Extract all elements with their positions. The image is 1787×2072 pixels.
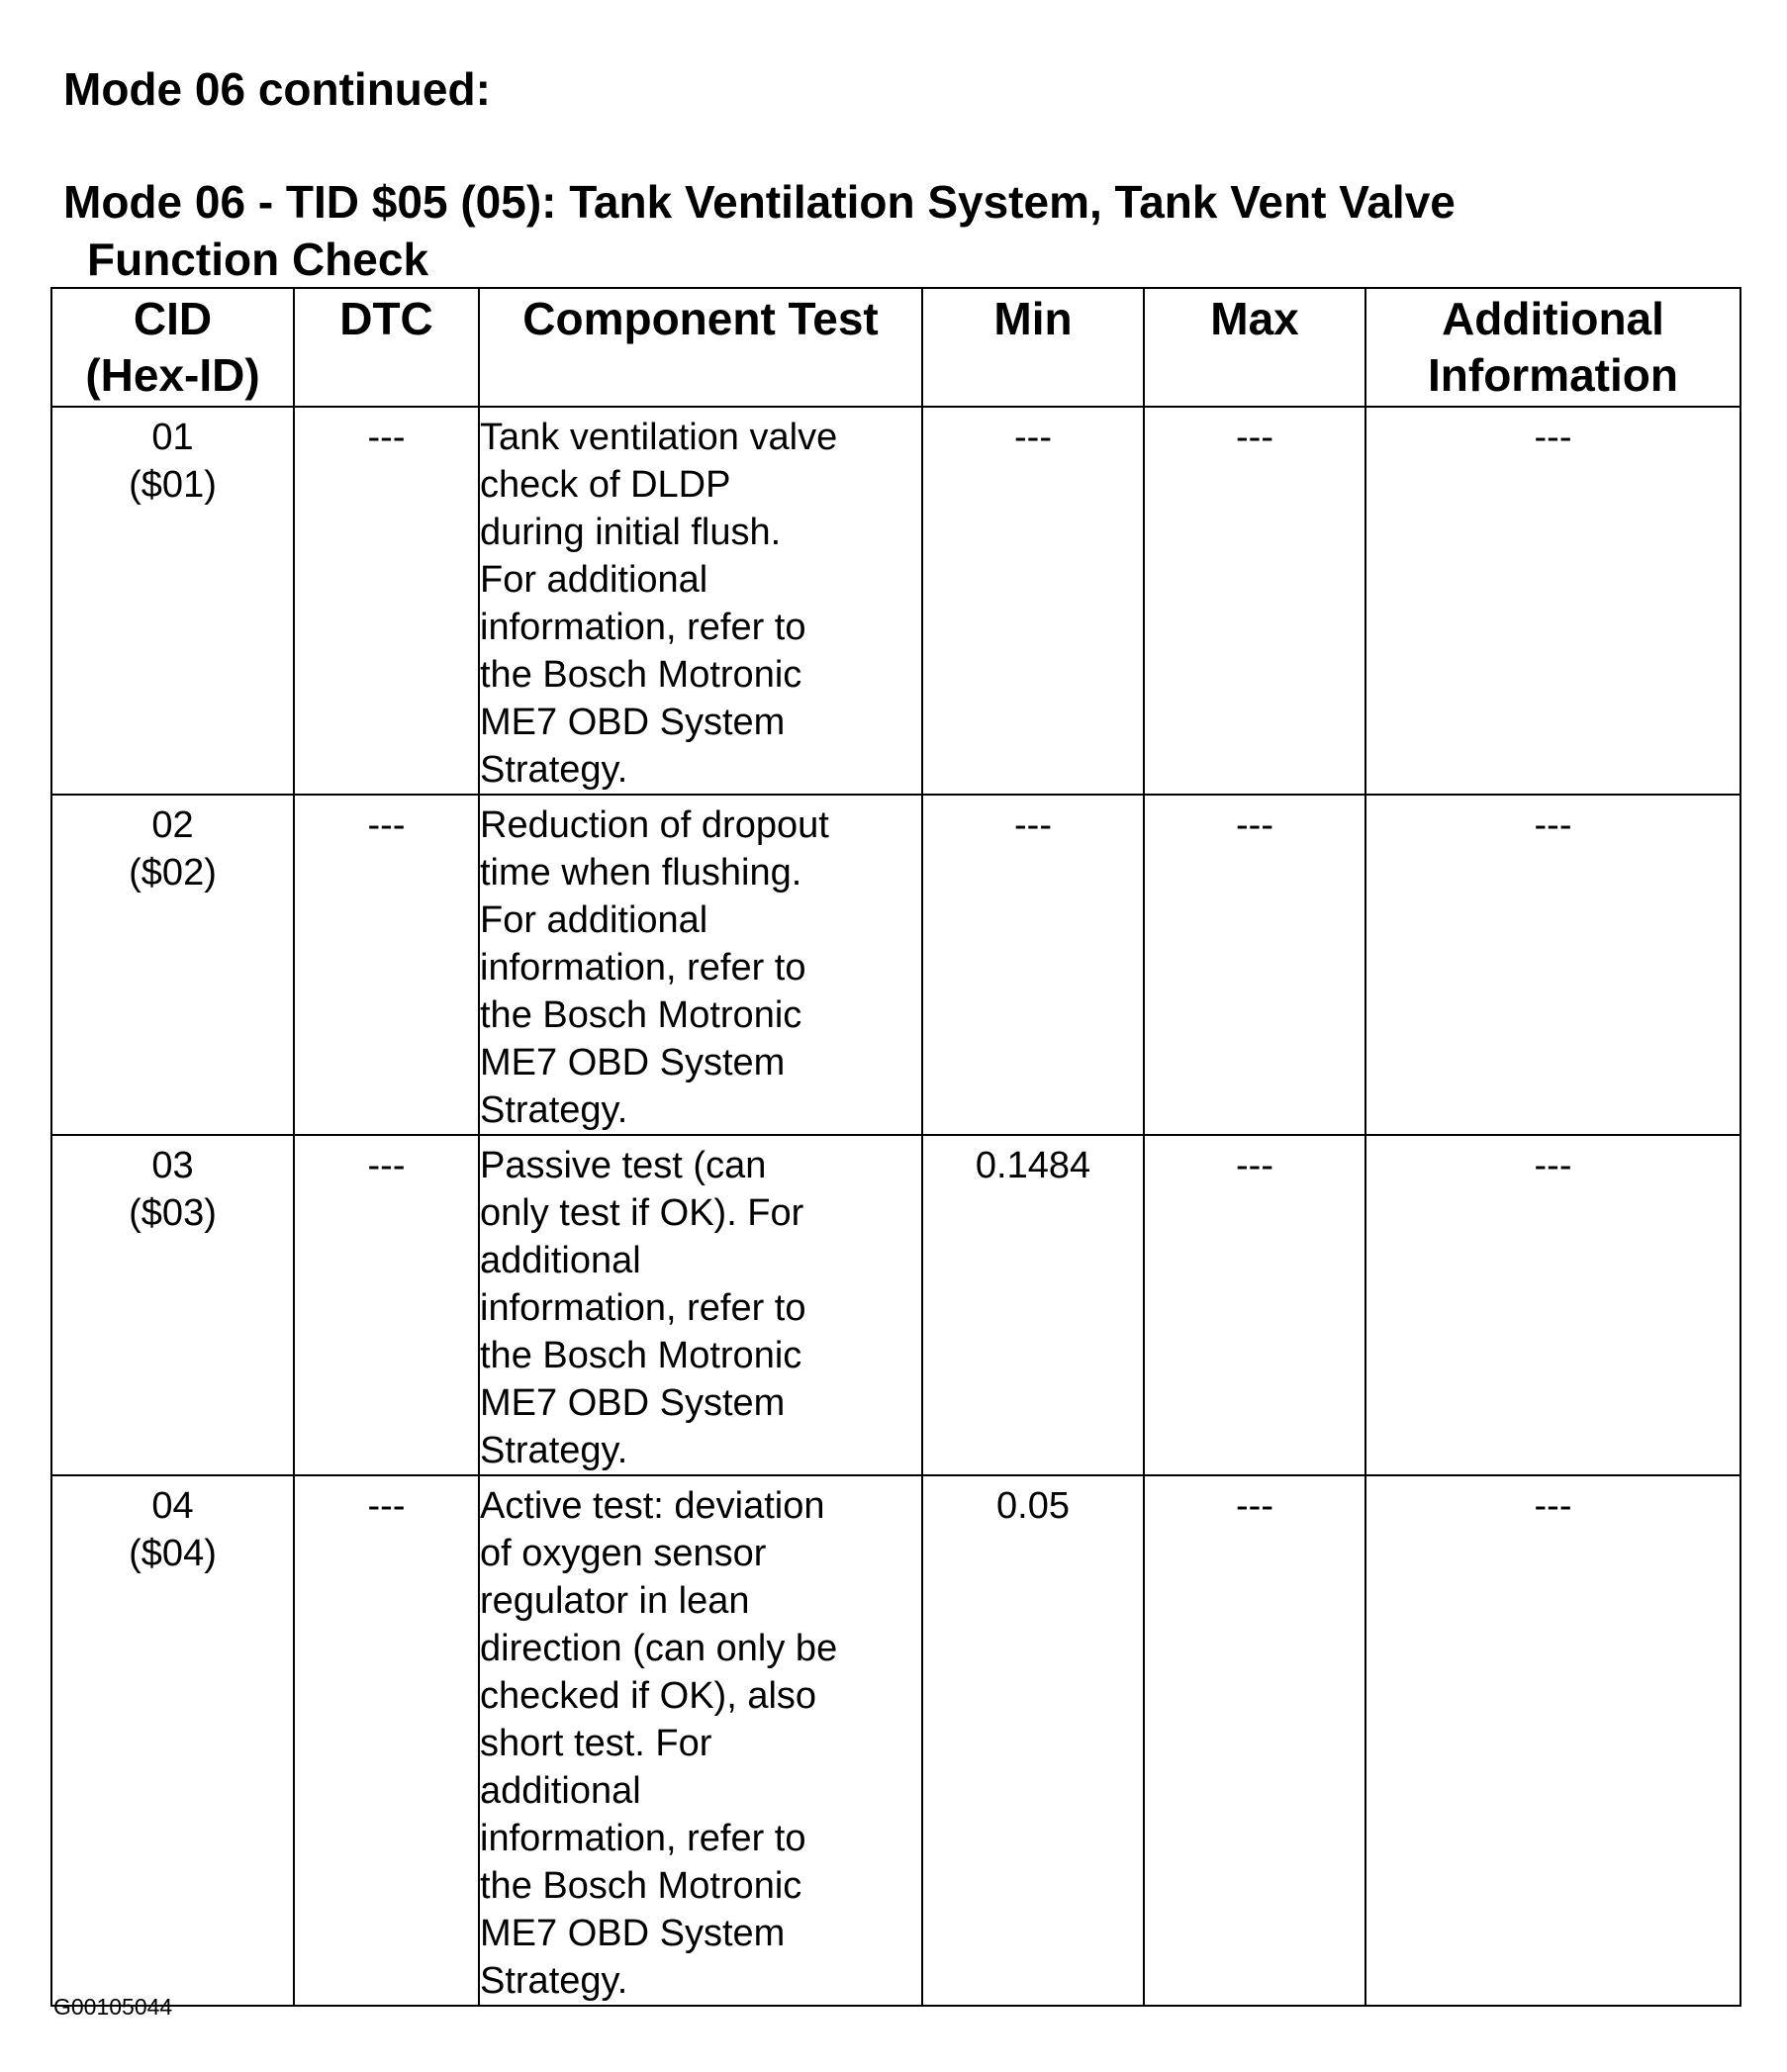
test-line: Strategy. xyxy=(480,1960,628,2002)
test-line: ME7 OBD System xyxy=(480,1382,786,1424)
test-line: Reduction of dropout xyxy=(480,804,829,846)
cell-dtc: --- xyxy=(294,1135,479,1475)
test-line: short test. For xyxy=(480,1723,712,1764)
cid-hex: ($03) xyxy=(129,1192,217,1234)
cell-additional-info: --- xyxy=(1365,1475,1740,2006)
col-header-max-label: Max xyxy=(1210,293,1299,344)
test-line: For additional xyxy=(480,899,708,941)
col-header-component-test xyxy=(479,288,922,407)
cell-cid xyxy=(51,1475,294,2006)
col-header-cid-line2: (Hex-ID) xyxy=(85,349,260,401)
test-line: only test if OK). For xyxy=(480,1192,804,1234)
table-row xyxy=(51,795,1740,1135)
test-line: Strategy. xyxy=(480,1430,628,1471)
cell-max: --- xyxy=(1144,1135,1365,1475)
cell-cid xyxy=(51,1135,294,1475)
cell-max: --- xyxy=(1144,407,1365,795)
table-title-line-2: Function Check xyxy=(87,234,429,285)
cell-component-test xyxy=(479,1135,922,1475)
cell-min: 0.1484 xyxy=(922,1135,1144,1475)
test-line: Tank ventilation valve xyxy=(480,417,838,458)
cid-value: 04 xyxy=(151,1485,194,1527)
cid-value: 03 xyxy=(151,1145,194,1186)
test-line: Active test: deviation xyxy=(480,1485,825,1527)
section-continued-heading: Mode 06 continued: xyxy=(63,63,491,115)
mode06-tid05-table xyxy=(50,287,1741,2007)
table-row xyxy=(51,1135,1740,1475)
test-line: direction (can only be xyxy=(480,1628,838,1669)
test-line: regulator in lean xyxy=(480,1580,750,1622)
cell-min: 0.05 xyxy=(922,1475,1144,2006)
test-line: information, refer to xyxy=(480,1287,806,1329)
cell-dtc: --- xyxy=(294,407,479,795)
cell-additional-info: --- xyxy=(1365,795,1740,1135)
test-line: the Bosch Motronic xyxy=(480,1865,802,1907)
cid-hex: ($02) xyxy=(129,852,217,894)
table-title-line-1: Mode 06 - TID $05 (05): Tank Ventilation System, Tank Vent Valve xyxy=(63,176,1456,228)
test-line: information, refer to xyxy=(480,1818,806,1859)
test-line: the Bosch Motronic xyxy=(480,1335,802,1376)
table-row xyxy=(51,1475,1740,2006)
cell-additional-info: --- xyxy=(1365,1135,1740,1475)
test-line: information, refer to xyxy=(480,607,806,648)
col-header-cid-line1: CID xyxy=(133,293,213,344)
col-header-max xyxy=(1144,288,1365,407)
cell-cid xyxy=(51,795,294,1135)
col-header-min xyxy=(922,288,1144,407)
col-header-component-test-label: Component Test xyxy=(522,293,879,344)
test-line: ME7 OBD System xyxy=(480,1913,786,1954)
col-header-additional-info-line2: Information xyxy=(1428,349,1678,401)
test-line: the Bosch Motronic xyxy=(480,654,802,696)
col-header-cid xyxy=(51,288,294,407)
figure-code: G00105044 xyxy=(53,1994,173,2020)
test-line: time when flushing. xyxy=(480,852,802,894)
cid-value: 02 xyxy=(151,804,194,846)
cid-hex: ($04) xyxy=(129,1533,217,1574)
test-line: ME7 OBD System xyxy=(480,1042,786,1083)
cid-value: 01 xyxy=(151,417,194,458)
cell-component-test xyxy=(479,407,922,795)
table-row xyxy=(51,407,1740,795)
cell-component-test xyxy=(479,1475,922,2006)
test-line: of oxygen sensor xyxy=(480,1533,767,1574)
col-header-dtc xyxy=(294,288,479,407)
cell-min: --- xyxy=(922,795,1144,1135)
cell-dtc: --- xyxy=(294,1475,479,2006)
cell-max: --- xyxy=(1144,1475,1365,2006)
test-line: Passive test (can xyxy=(480,1145,767,1186)
col-header-min-label: Min xyxy=(993,293,1073,344)
col-header-dtc-label: DTC xyxy=(339,293,433,344)
cid-hex: ($01) xyxy=(129,464,217,506)
test-line: checked if OK), also xyxy=(480,1675,817,1717)
cell-dtc: --- xyxy=(294,795,479,1135)
test-line: information, refer to xyxy=(480,947,806,989)
cell-component-test xyxy=(479,795,922,1135)
col-header-additional-info-line1: Additional xyxy=(1442,293,1664,344)
cell-cid xyxy=(51,407,294,795)
cell-additional-info: --- xyxy=(1365,407,1740,795)
table-header-row xyxy=(51,288,1740,407)
test-line: the Bosch Motronic xyxy=(480,994,802,1036)
cell-max: --- xyxy=(1144,795,1365,1135)
test-line: For additional xyxy=(480,559,708,601)
test-line: during initial flush. xyxy=(480,512,782,553)
cell-min: --- xyxy=(922,407,1144,795)
test-line: additional xyxy=(480,1240,641,1281)
test-line: additional xyxy=(480,1770,641,1812)
test-line: Strategy. xyxy=(480,1089,628,1131)
test-line: ME7 OBD System xyxy=(480,702,786,743)
test-line: check of DLDP xyxy=(480,464,731,506)
test-line: Strategy. xyxy=(480,749,628,791)
col-header-additional-info xyxy=(1365,288,1740,407)
